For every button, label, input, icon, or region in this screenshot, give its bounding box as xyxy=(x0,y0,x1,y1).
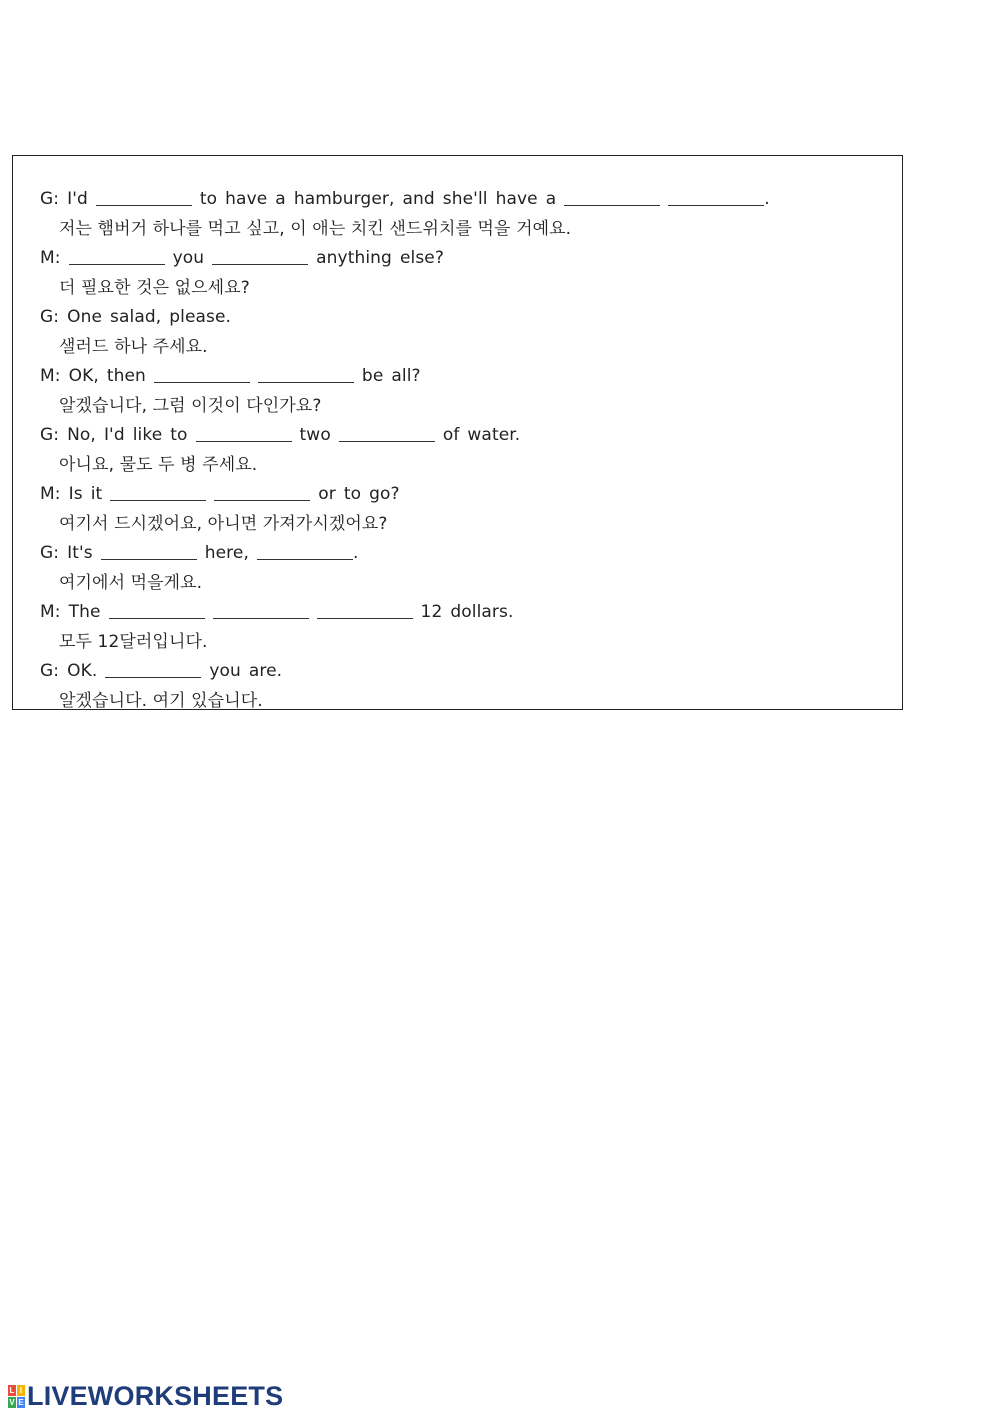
korean-translation: 알겠습니다, 그럼 이것이 다인가요? xyxy=(59,395,322,416)
dialogue-word: hamburger, xyxy=(293,189,395,209)
dialogue-word: go? xyxy=(369,484,400,504)
dialogue-word: all? xyxy=(391,366,421,386)
dialogue-word: to xyxy=(343,484,362,504)
blank-answer-field[interactable] xyxy=(101,542,197,560)
dialogue-word: two xyxy=(299,425,331,445)
dialogue-word: a xyxy=(275,189,286,209)
dialogue-word: anything xyxy=(316,248,392,268)
dialogue-line xyxy=(40,421,892,451)
dialogue-word: It's xyxy=(67,543,93,563)
dialogue-word: . xyxy=(764,189,770,209)
blank-answer-field[interactable] xyxy=(105,660,201,678)
dialogue-word: salad, xyxy=(110,307,162,327)
speaker-label: G: xyxy=(40,425,60,445)
logo-text: LIVEWORKSHEETS xyxy=(27,1380,284,1411)
logo-letter-tile: I xyxy=(17,1385,25,1396)
dialogue-word: like xyxy=(132,425,163,445)
blank-answer-field[interactable] xyxy=(257,542,353,560)
dialogue-word: Is xyxy=(68,484,83,504)
dialogue-word: you xyxy=(209,661,241,681)
korean-translation: 알겠습니다. 여기 있습니다. xyxy=(59,690,263,711)
dialogue-word: I'd xyxy=(103,425,125,445)
dialogue-word: else? xyxy=(399,248,444,268)
dialogue-word: to xyxy=(170,425,188,445)
dialogue-line xyxy=(40,657,892,687)
dialogue-word: . xyxy=(352,543,359,563)
dialogue-line xyxy=(40,480,892,510)
dialogue-word: and xyxy=(402,189,435,209)
dialogue-word: to xyxy=(199,189,218,209)
speaker-label: G: xyxy=(40,307,60,327)
korean-translation: 모두 12달러입니다. xyxy=(59,631,208,652)
dialogue-line xyxy=(40,303,892,333)
speaker-label: M: xyxy=(40,366,61,386)
dialogue-word: OK, xyxy=(68,366,99,386)
blank-answer-field[interactable] xyxy=(110,483,206,501)
dialogue-word: then xyxy=(106,366,146,386)
blank-answer-field[interactable] xyxy=(214,483,310,501)
korean-translation: 아니요, 물도 두 병 주세요. xyxy=(59,454,258,475)
korean-translation: 더 필요한 것은 없으세요? xyxy=(59,277,250,298)
dialogue-word: dollars. xyxy=(450,602,514,622)
blank-answer-field[interactable] xyxy=(339,424,435,442)
dialogue-word: The xyxy=(68,602,101,622)
dialogue-word: have xyxy=(495,189,538,209)
blank-answer-field[interactable] xyxy=(96,188,192,206)
logo-letter-tile: L xyxy=(9,1385,15,1395)
blank-answer-field[interactable] xyxy=(668,188,764,206)
dialogue-word: please. xyxy=(169,307,232,327)
blank-answer-field[interactable] xyxy=(196,424,292,442)
speaker-label: G: xyxy=(40,189,60,209)
blank-answer-field[interactable] xyxy=(154,365,250,383)
korean-translation: 여기에서 먹을게요. xyxy=(59,572,203,593)
dialogue-word: she'll xyxy=(442,189,488,209)
dialogue-word: I'd xyxy=(67,189,88,209)
blank-answer-field[interactable] xyxy=(69,247,165,265)
speaker-label: G: xyxy=(40,661,60,681)
dialogue-word: water. xyxy=(467,425,521,445)
blank-answer-field[interactable] xyxy=(213,601,309,619)
logo-letter-tile: V xyxy=(9,1397,15,1407)
dialogue-word: OK. xyxy=(67,661,98,681)
dialogue-word: here, xyxy=(204,543,249,563)
blank-answer-field[interactable] xyxy=(258,365,354,383)
dialogue-word: you xyxy=(172,248,205,268)
dialogue-word: No, xyxy=(67,425,96,445)
dialogue-word: 12 xyxy=(420,602,443,622)
dialogue-word: of xyxy=(442,425,460,445)
worksheet-box xyxy=(12,155,903,710)
dialogue-line xyxy=(40,598,892,628)
logo-icon xyxy=(8,1385,25,1408)
korean-translation: 저는 햄버거 하나를 먹고 싶고, 이 애는 치킨 샌드위치를 먹을 거예요. xyxy=(59,218,572,239)
liveworksheets-logo xyxy=(8,1381,283,1411)
dialogue-line xyxy=(40,539,892,569)
dialogue-lines xyxy=(40,185,892,716)
dialogue-word: be xyxy=(361,366,384,386)
speaker-label: M: xyxy=(40,484,61,504)
dialogue-word: or xyxy=(318,484,336,504)
dialogue-line xyxy=(40,185,892,215)
blank-answer-field[interactable] xyxy=(564,188,660,206)
korean-translation: 샐러드 하나 주세요. xyxy=(59,336,208,357)
speaker-label: G: xyxy=(40,543,60,563)
logo-letter-tile: E xyxy=(18,1397,24,1407)
blank-answer-field[interactable] xyxy=(317,601,413,619)
blank-answer-field[interactable] xyxy=(212,247,308,265)
dialogue-word: a xyxy=(545,189,557,209)
dialogue-word: it xyxy=(90,484,103,504)
korean-translation: 여기서 드시겠어요, 아니면 가져가시겠어요? xyxy=(59,513,388,534)
dialogue-line xyxy=(40,362,892,392)
blank-answer-field[interactable] xyxy=(109,601,205,619)
dialogue-word: are. xyxy=(248,661,283,681)
dialogue-word: One xyxy=(67,307,103,327)
speaker-label: M: xyxy=(40,248,61,268)
dialogue-line xyxy=(40,244,892,274)
dialogue-word: have xyxy=(225,189,268,209)
speaker-label: M: xyxy=(40,602,61,622)
